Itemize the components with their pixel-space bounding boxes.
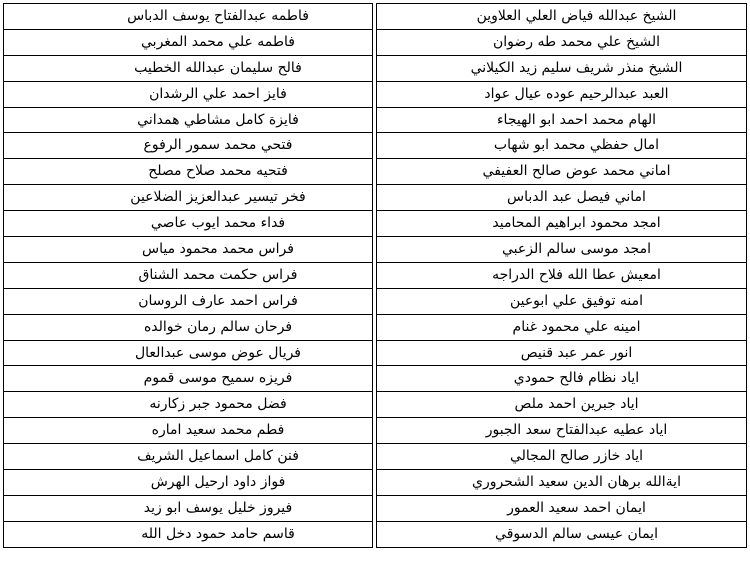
- name-cell: فيروز خليل يوسف ابو زيد: [4, 496, 372, 522]
- name-cell: امنه توفيق علي ابوعين: [377, 289, 746, 315]
- name-cell: ايمان عيسى سالم الدسوقي: [377, 522, 746, 548]
- name-cell: فضل محمود جبر زكارنه: [4, 392, 372, 418]
- names-column-left: [3, 3, 373, 548]
- name-cell: فاطمه علي محمد المغربي: [4, 30, 372, 56]
- name-cell: فايزة كامل مشاطي همداني: [4, 108, 372, 134]
- name-cell: امينه علي محمود غنام: [377, 315, 746, 341]
- name-cell: اياد خازر صالح المجالي: [377, 444, 746, 470]
- name-cell: فخر تيسير عبدالعزيز الضلاعين: [4, 185, 372, 211]
- name-cell: فتحي محمد سمور الرفوع: [4, 133, 372, 159]
- name-cell: فراس احمد عارف الروسان: [4, 289, 372, 315]
- name-cell: فداء محمد ايوب عاصي: [4, 211, 372, 237]
- name-cell: الشيخ منذر شريف سليم زيد الكيلاني: [377, 56, 746, 82]
- name-cell: فايز احمد علي الرشدان: [4, 82, 372, 108]
- name-cell: اماني محمد عوض صالح العفيفي: [377, 159, 746, 185]
- names-column-right: [376, 3, 747, 548]
- name-cell: اياد نظام فالح حمودي: [377, 366, 746, 392]
- name-cell: انور عمر عبد قنيص: [377, 341, 746, 367]
- name-cell: فطم محمد سعيد اماره: [4, 418, 372, 444]
- name-cell: فواز داود ارحيل الهرش: [4, 470, 372, 496]
- name-cell: ايةالله برهان الدين سعيد الشحروري: [377, 470, 746, 496]
- name-cell: فرحان سالم رمان خوالده: [4, 315, 372, 341]
- name-cell: قاسم حامد حمود دخل الله: [4, 522, 372, 548]
- name-cell: فاطمه عبدالفتاح يوسف الدباس: [4, 4, 372, 30]
- name-cell: فراس حكمت محمد الشناق: [4, 263, 372, 289]
- name-cell: الشيخ علي محمد طه رضوان: [377, 30, 746, 56]
- name-cell: اماني فيصل عبد الدباس: [377, 185, 746, 211]
- name-cell: امال حفظي محمد ابو شهاب: [377, 133, 746, 159]
- name-cell: فريال عوض موسى عبدالعال: [4, 341, 372, 367]
- name-cell: العبد عبدالرحيم عوده عيال عواد: [377, 82, 746, 108]
- name-cell: امعيش عطا الله فلاح الدراجه: [377, 263, 746, 289]
- name-cell: ايمان احمد سعيد العمور: [377, 496, 746, 522]
- name-cell: امجد موسى سالم الزعبي: [377, 237, 746, 263]
- name-cell: فالح سليمان عبدالله الخطيب: [4, 56, 372, 82]
- name-cell: فنن كامل اسماعيل الشريف: [4, 444, 372, 470]
- name-cell: اياد عطيه عبدالفتاح سعد الجبور: [377, 418, 746, 444]
- name-cell: فتحيه محمد صلاح مصلح: [4, 159, 372, 185]
- name-cell: فريزه سميح موسى قموم: [4, 366, 372, 392]
- name-cell: الشيخ عبدالله فياض العلي العلاوين: [377, 4, 746, 30]
- name-cell: الهام محمد احمد ابو الهيجاء: [377, 108, 746, 134]
- name-cell: اياد جبرين احمد ملص: [377, 392, 746, 418]
- name-cell: امجد محمود ابراهيم المحاميد: [377, 211, 746, 237]
- name-cell: فراس محمد محمود مياس: [4, 237, 372, 263]
